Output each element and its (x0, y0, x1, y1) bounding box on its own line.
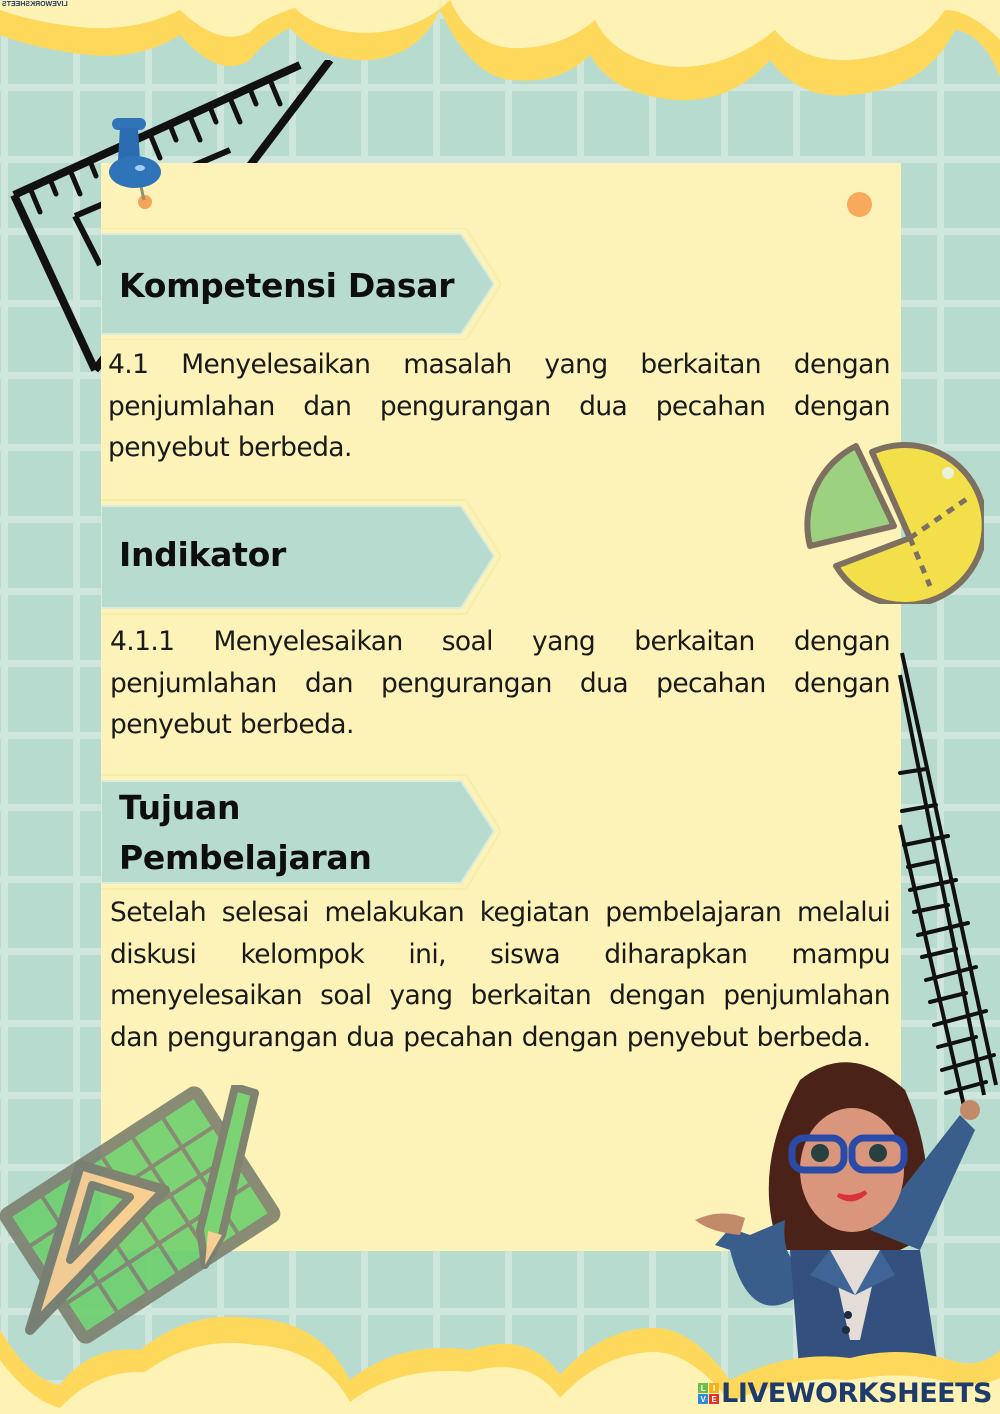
banner-tujuan-pembelajaran (101, 773, 496, 885)
pie-chart-illustration (798, 438, 984, 604)
logo-mark-icon: L I V E (698, 1383, 719, 1404)
watermark-text: LIVEWORKSHEETS (2, 1, 68, 8)
logo-text: LIVEWORKSHEETS (721, 1378, 992, 1409)
liveworksheets-logo[interactable] (698, 1378, 992, 1409)
ruler-illustration (896, 645, 1000, 1115)
section-body: 4.1.1 Menyelesaikan soal yang berkaitan dengan penjumlahan dan pengurangan dua pecahan dengan penyebut berbeda. (110, 626, 890, 740)
orange-dot (847, 192, 872, 217)
pushpin-icon (100, 112, 170, 212)
banner-indikator (101, 498, 496, 610)
section-title: Indikator (119, 535, 286, 574)
section-body: 4.1 Menyelesaikan masalah yang berkaitan dengan penjumlahan dan pengurangan dua pecahan dengan penyebut berbeda. (108, 349, 890, 463)
section-title-line2: Pembelajaran (119, 838, 372, 877)
banner-kompetensi-dasar (101, 228, 496, 340)
section-body: Setelah selesai melakukan kegiatan pembelajaran melalui diskusi kelompok ini, siswa diharapkan mampu menyelesaikan soal yang berkaitan dengan penjumlahan dan pengurangan dua pecahan dengan penyebut berbeda. (110, 897, 890, 1053)
section-title-line1: Tujuan (119, 788, 241, 827)
section-title: Kompetensi Dasar (119, 266, 455, 305)
